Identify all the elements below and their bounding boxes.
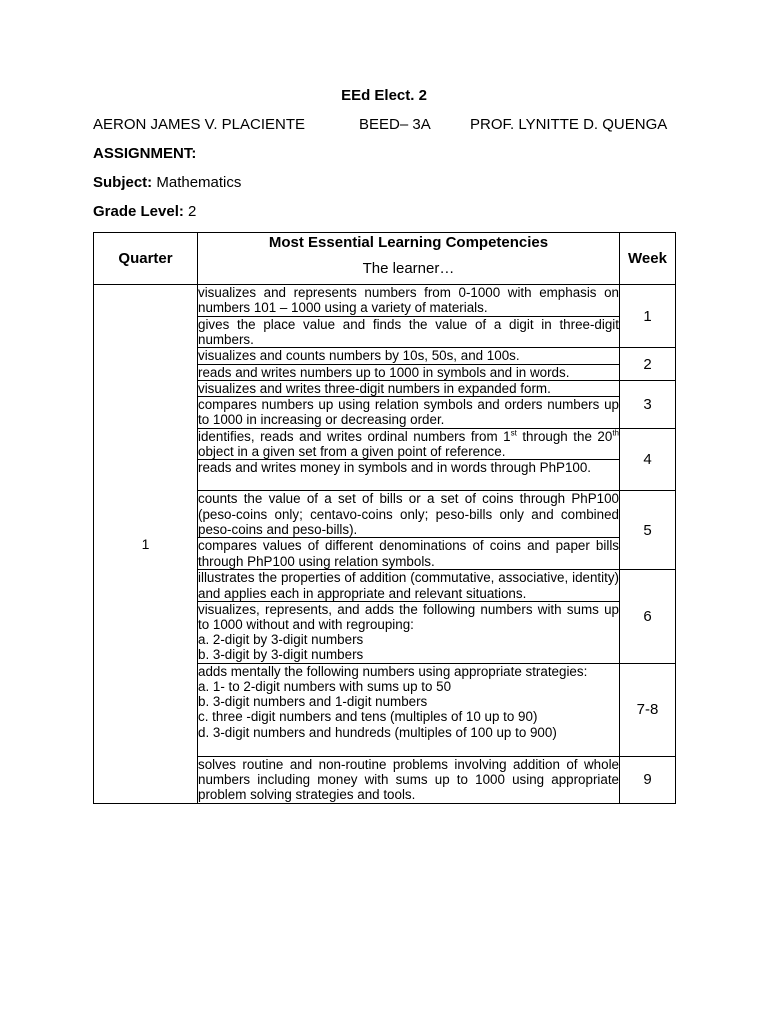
ordinal-suffix: th (612, 428, 619, 438)
week-cell: 4 (620, 429, 676, 491)
grade-level-value: 2 (188, 203, 197, 220)
week-cell: 7-8 (620, 663, 676, 756)
table-header-row (94, 233, 676, 285)
competency-subitem: b. 3-digit by 3-digit numbers (198, 647, 364, 663)
student-section: BEED– 3A (359, 116, 431, 133)
competency-subitem: a. 1- to 2-digit numbers with sums up to 50 (198, 679, 452, 695)
course-title: EEd Elect. 2 (341, 87, 427, 104)
competencies-header-subtitle: The learner… (362, 260, 455, 277)
assignment-heading: ASSIGNMENT: (93, 145, 197, 162)
competency-cell: gives the place value and finds the value of a digit in three-digit numbers. (198, 317, 619, 348)
competency-cell: reads and writes money in symbols and in words through PhP100. (198, 460, 620, 491)
week-cell: 9 (620, 756, 676, 803)
competency-cell (198, 663, 620, 756)
week-cell: 2 (620, 348, 676, 380)
grade-level-label: Grade Level: (93, 203, 184, 220)
subject-label: Subject: (93, 174, 153, 191)
competencies-column-header (198, 233, 620, 285)
subject-line (93, 174, 241, 191)
competency-cell: compares values of different denominations of coins and paper bills through PhP100 using relation symbols. (198, 538, 619, 569)
competency-cell: visualizes and represents numbers from 0-1000 with emphasis on numbers 101 – 1000 using a variety of materials. (198, 285, 619, 316)
professor-name: PROF. LYNITTE D. QUENGA (470, 116, 668, 133)
competency-subitem: b. 3-digit numbers and 1-digit numbers (198, 694, 428, 710)
competency-text: adds mentally the following numbers using appropriate strategies: (198, 663, 588, 679)
competency-text: object in a given set from a given point of reference. (198, 444, 506, 460)
subject-value: Mathematics (156, 174, 242, 191)
week-column-header: Week (620, 233, 676, 285)
table-row (94, 285, 676, 317)
competency-text: visualizes, represents, and adds the following numbers with sums up to 1000 without and with regrouping: (198, 601, 619, 633)
week-cell: 6 (620, 570, 676, 663)
student-name: AERON JAMES V. PLACIENTE (93, 116, 306, 133)
competency-cell: visualizes and writes three-digit numbers in expanded form. (198, 380, 620, 396)
competencies-table (93, 232, 676, 804)
week-cell: 1 (620, 285, 676, 348)
competency-cell: reads and writes numbers up to 1000 in symbols and in words. (198, 364, 620, 380)
week-cell: 3 (620, 380, 676, 428)
competency-text: identifies, reads and writes ordinal numbers from 1 (198, 429, 511, 445)
competency-cell: visualizes and counts numbers by 10s, 50s, and 100s. (198, 348, 620, 364)
quarter-column-header: Quarter (94, 233, 198, 285)
grade-level-line (93, 203, 196, 220)
competency-cell: compares numbers up using relation symbols and orders numbers up to 1000 in increasing or decreasing order. (198, 397, 619, 428)
quarter-cell: 1 (94, 285, 198, 804)
competency-cell: counts the value of a set of bills or a set of coins through PhP100 (peso-coins only; centavo-coins only; peso-bills only and combined peso-coins and peso-bills). (198, 491, 619, 537)
competencies-header-title: Most Essential Learning Competencies (268, 234, 549, 251)
competency-cell (198, 601, 620, 663)
ordinal-suffix: st (510, 428, 517, 438)
competency-subitem: d. 3-digit numbers and hundreds (multiples of 100 up to 900) (198, 724, 557, 740)
competency-cell (198, 429, 620, 460)
competency-subitem: c. three -digit numbers and tens (multiples of 10 up to 90) (198, 709, 538, 725)
competency-subitem: a. 2-digit by 3-digit numbers (198, 632, 364, 648)
competency-cell: solves routine and non-routine problems involving addition of whole numbers including money with sums up to 1000 using appropriate problem solving strategies and tools. (198, 756, 619, 803)
competency-cell: illustrates the properties of addition (commutative, associative, identity) and applies each in appropriate and relevant situations. (198, 570, 619, 601)
week-cell: 5 (620, 491, 676, 570)
competency-text: through the 20 (516, 429, 613, 445)
